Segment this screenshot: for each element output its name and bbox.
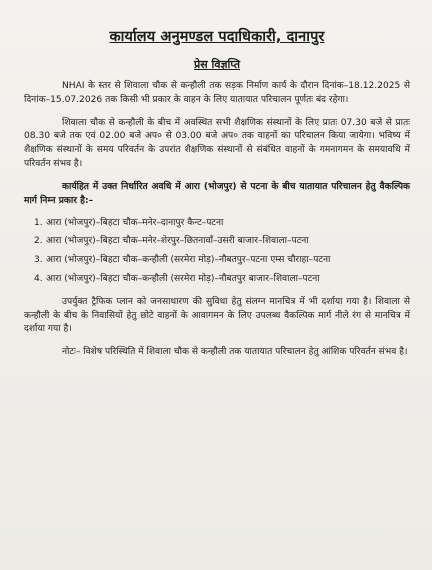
route-text: आरा (भोजपुर)–बिहटा चौक–मनेर–दानापुर कैन्ट–पटना bbox=[46, 217, 224, 228]
route-number: 2. bbox=[34, 236, 43, 247]
school-timing-paragraph: शिवाला चौक से कन्हौली के बीच में अवस्थित सभी शैक्षणिक संस्थानों के लिए प्रातः 07.30 बजे से प्रातः 08.30 बजे तक एवं 02.00 बजे अप० से 03.00 बजे अप० तक वाहनों का परिचालन किया जायेगा। भविष्य में शैक्षणिक संस्थानों के समय परिवर्तन के उपरांत शैक्षणिक संस्थानों से संबंधित वाहनों के गमनागमन के समयावधि में परिवर्तन संभव है। bbox=[24, 117, 410, 170]
closure-paragraph: NHAI के स्तर से शिवाला चौक से कन्हौली तक सड़क निर्माण कार्य के दौरान दिनांक–18.12.2025 से दिनांक–15.07.2026 तक किसी भी प्रकार के वाहन के लिए यातायात परिचालन पूर्णतः बंद रहेगा। bbox=[24, 81, 410, 105]
route-number: 3. bbox=[34, 255, 43, 266]
office-title: कार्यालय अनुमण्डल पदाधिकारी, दानापुर bbox=[109, 29, 325, 45]
route-item bbox=[34, 236, 410, 248]
alternate-route-intro: कार्यहित में उक्त निर्धारित अवधि में आरा (भोजपुर) से पटना के बीच यातायात परिचालन हेतु वैकल्पिक मार्ग निम्न प्रकार है:– bbox=[24, 181, 410, 206]
route-text: आरा (भोजपुर)–बिहटा चौक–कन्हौली (सरमेरा मोड़)–नौबतपुर–पटना एम्स चौराहा–पटना bbox=[46, 255, 331, 266]
route-item bbox=[34, 218, 410, 230]
route-number: 4. bbox=[34, 273, 43, 284]
route-text: आरा (भोजपुर)–बिहटा चौक–मनेर–शेरपुर–छितनावाँ–उसरी बाजार–शिवाला–पटना bbox=[46, 236, 309, 247]
traffic-plan-paragraph: उपर्युक्त ट्रैफिक प्लान को जनसाधारण की सुविधा हेतु संलग्न मानचित्र में भी दर्शाया गया है। शिवाला से कन्हौली के बीच के निवासियों हेतु छोटे वाहनों के आवागमन के लिए उपलब्ध वैकल्पिक मार्ग नीले रंग से मानचित्र में दर्शाया गया है। bbox=[24, 296, 410, 335]
press-release-heading: प्रेस विज्ञप्ति bbox=[193, 58, 241, 71]
route-item bbox=[34, 274, 410, 286]
route-text: आरा (भोजपुर)–बिहटा चौक–कन्हौली (सरमेरा मोड़)–नौबतपुर बाजार–शिवाला–पटना bbox=[46, 273, 320, 284]
route-number: 1. bbox=[34, 217, 43, 228]
route-item bbox=[34, 255, 410, 267]
route-list bbox=[34, 218, 410, 286]
note-paragraph: नोटः– विशेष परिस्थिति में शिवाला चौक से कन्हौली तक यातायात परिचालन हेतु आंशिक परिवर्तन संभव है। bbox=[62, 347, 408, 358]
